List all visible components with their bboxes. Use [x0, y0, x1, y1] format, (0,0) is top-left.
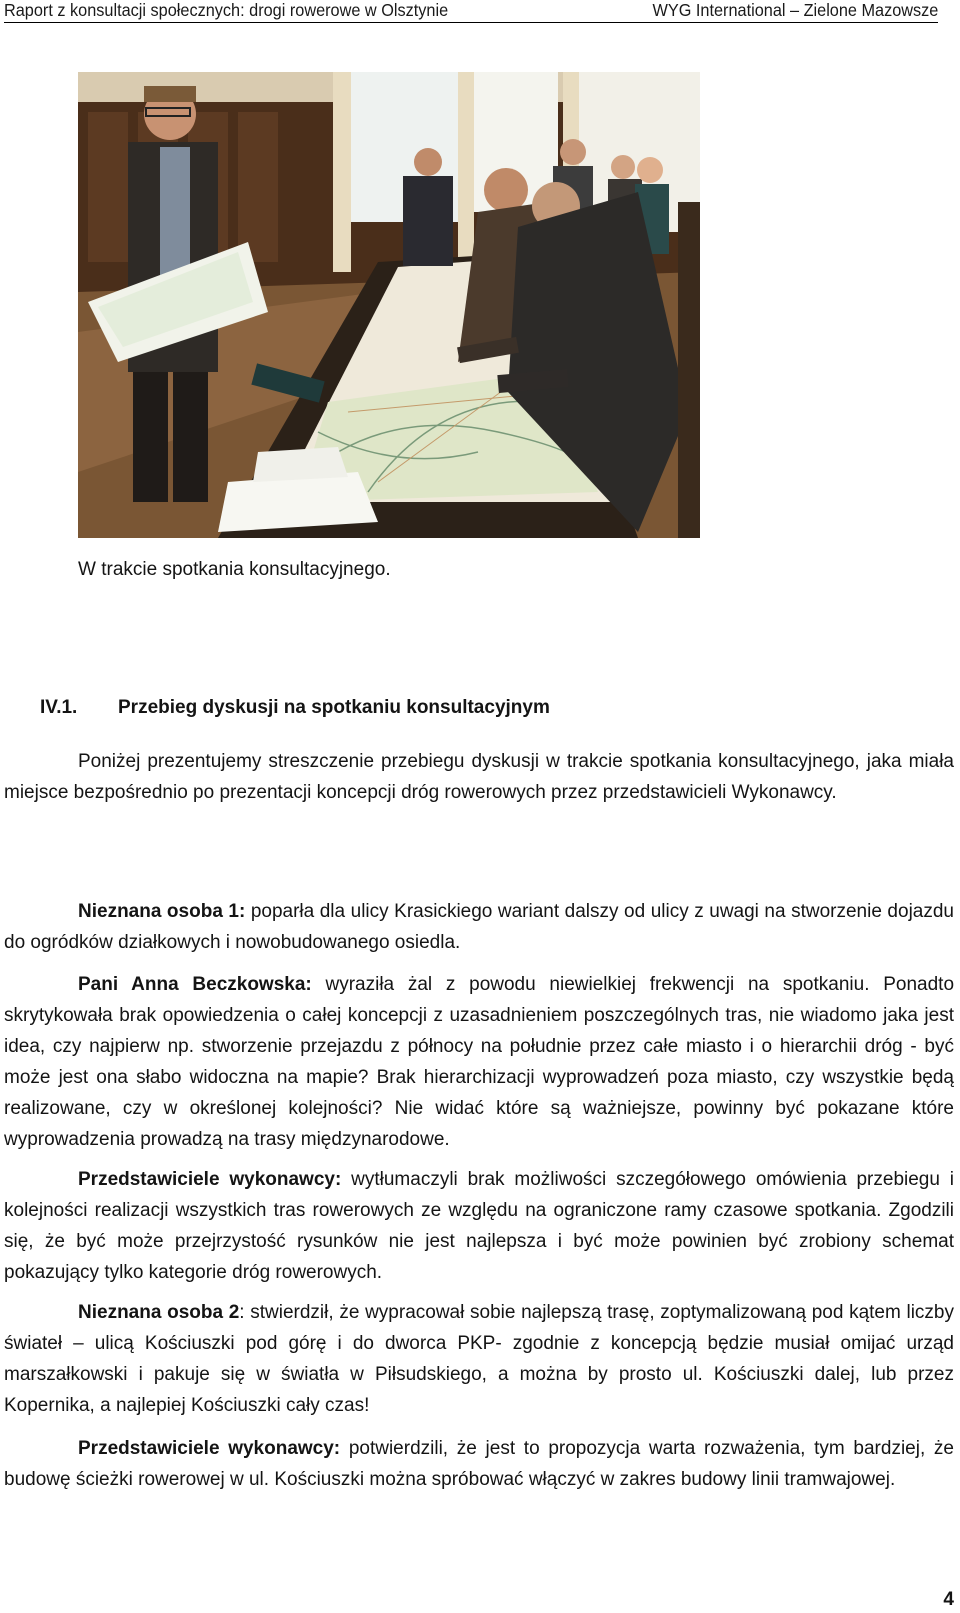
section-number: IV.1. [40, 697, 78, 718]
speaker-name: Nieznana osoba 2 [78, 1302, 240, 1323]
statement-text: : stwierdził, że wypracował sobie najlepszą trasę, zoptymalizowaną pod kątem liczby świateł – ulicą Kościuszki pod górę i do dworca PKP- zgodnie z koncepcją będzie musiał omijać urząd marszałkowski i pakuje się w światła w Piłsudskiego, a można by prosto ul. Kościuszki dalej, lub przez Kopernika, a najlepiej Kościuszki cały czas! [4, 1302, 954, 1416]
speaker-name: Pani Anna Beczkowska: [78, 974, 312, 995]
statement-anna-beczkowska [4, 969, 954, 1155]
statement-contractor-representatives-1 [4, 1164, 954, 1288]
statement-text: poparła dla ulicy Krasickiego wariant dalszy od ulicy z uwagi na stworzenie dojazdu do ogródków działkowych i nowobudowanego osiedla. [4, 901, 954, 953]
header-authors: WYG International – Zielone Mazowsze [652, 0, 938, 20]
section-heading [40, 697, 550, 719]
statement-contractor-representatives-2 [4, 1433, 954, 1495]
speaker-name: Przedstawiciele wykonawcy: [78, 1169, 342, 1190]
photo-caption: W trakcie spotkania konsultacyjnego. [78, 559, 391, 580]
section-title: Przebieg dyskusji na spotkaniu konsultacyjnym [118, 697, 550, 718]
statement-text: potwierdzili, że jest to propozycja warta rozważenia, tym bardziej, że budowę ścieżki rowerowej w ul. Kościuszki można spróbować włączyć w zakres budowy linii tramwajowej. [4, 1438, 954, 1490]
meeting-photo [78, 72, 700, 538]
intro-paragraph: Poniżej prezentujemy streszczenie przebiegu dyskusji w trakcie spotkania konsultacyjnego, jaka miała miejsce bezpośrednio po prezentacji koncepcji dróg rowerowych przez przedstawicieli Wykonawcy. [4, 751, 954, 803]
statement-text: wyraziła żal z powodu niewielkiej frekwencji na spotkaniu. Ponadto skrytykowała brak opowiedzenia o całej koncepcji z uzasadnieniem poszczególnych tras, nie wiadomo jaka jest idea, czy najpierw np. stworzenie przejazdu z północy na południe przez całe miasto i o hierarchii dróg - być może jest ona słabo widoczna na mapie? Brak hierarchizacji wyprowadzeń poza miasto, czy wszystkie będą realizowane, czy w określonej kolejności? Nie widać które są ważniejsze, powinny być pokazane które wyprowadzenia prowadzą na trasy międzynarodowe. [4, 974, 955, 1150]
header-report-title: Raport z konsultacji społecznych: drogi rowerowe w Olsztynie [4, 0, 449, 20]
statement-unknown-person-2 [4, 1297, 954, 1421]
statement-unknown-person-1 [4, 896, 954, 958]
page-number: 4 [943, 1589, 954, 1610]
speaker-name: Przedstawiciele wykonawcy: [78, 1438, 341, 1459]
page-header [4, 0, 938, 23]
speaker-name: Nieznana osoba 1: [78, 901, 246, 922]
statement-text: wytłumaczyli brak możliwości szczegółowego omówienia przebiegu i kolejności realizacji wszystkich tras rowerowych ze względu na ograniczone ramy czasowe spotkania. Zgodzili się, że być może przejrzystość rysunków nie jest najlepsza i być może powinien być zrobiony schemat pokazujący tylko kategorie dróg rowerowych. [4, 1169, 954, 1283]
